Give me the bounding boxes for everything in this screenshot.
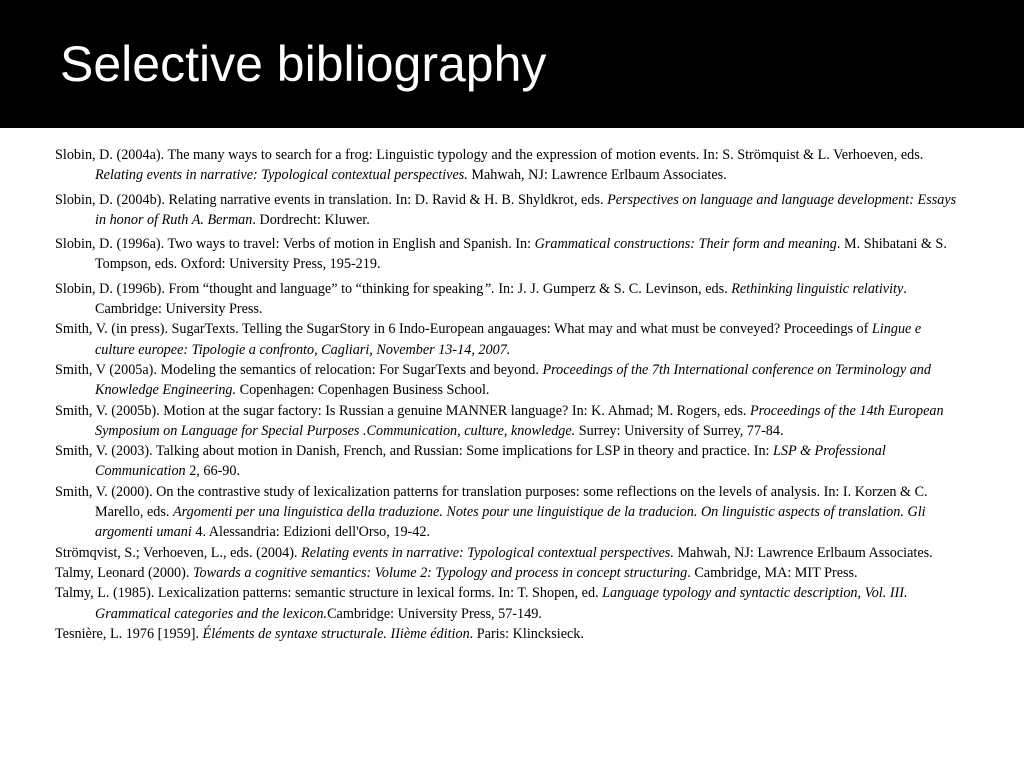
reference-entry [55,624,960,644]
reference-text: Mahwah, NJ: Lawrence Erlbaum Associates. [673,544,933,561]
reference-entry [55,563,960,583]
reference-title: Argomenti per una linguistica della traduzione. Notes pour une linguistique de la traducion. On linguistic aspects of translation. Gli argomenti umani [95,504,926,541]
reference-text: Slobin, D. (2004a). The many ways to search for a frog: Linguistic typology and the expression of motion events. In: S. Strömquist & L. Verhoeven, eds. [55,147,924,163]
reference-text: Mahwah, NJ: Lawrence Erlbaum Associates. [467,167,727,184]
reference-text: . Cambridge, MA: MIT Press. [687,564,858,581]
reference-text: Smith, V. (2005b). Motion at the sugar factory: Is Russian a genuine MANNER language? In: K. Ahmad; M. Rogers, eds. [55,402,750,419]
reference-text: Slobin, D. (2004b). Relating narrative events in translation. In: D. Ravid & H. B. Shyldkrot, eds. [55,191,608,208]
reference-title: Grammatical constructions: Their form and meaning [534,236,837,253]
reference-text: Strömqvist, S.; Verhoeven, L., eds. (2004). [55,544,302,561]
reference-text: In: J. J. Gumperz & S. C. Levinson, eds. [494,280,732,297]
reference-title: Perspectives on language and language development: Essays in honor of Ruth A. Berman [95,191,957,228]
reference-entry [55,190,960,231]
reference-text: Slobin, D. (1996a). Two ways to travel: Verbs of motion in English and Spanish. In: [55,236,535,253]
reference-text: Smith, V (2005a). Modeling the semantics of relocation: For SugarTexts and beyond. [55,361,543,378]
reference-text: . Paris: Klincksieck. [469,625,584,642]
reference-text: Smith, V. (2003). Talking about motion in Danish, French, and Russian: Some implications for LSP in theory and practice. In: [55,443,774,460]
reference-text: . Cambridge: University Press. [95,280,907,318]
reference-entry [55,441,960,482]
reference-title: Lingue e culture europee: Tipologie a confronto, Cagliari, November 13-14, 2007. [95,321,922,358]
reference-title: Proceedings of the 14th European Symposium on Language for Special Purposes .Communication, culture, knowledge. [95,402,944,439]
reference-text: Tesnière, L. 1976 [1959]. [55,625,203,642]
reference-text: Surrey: University of Surrey, 77-84. [575,422,784,439]
reference-text: 2, 66-90. [185,463,241,480]
reference-text: Talmy, Leonard (2000). [55,564,193,581]
bibliography-list [55,145,960,644]
reference-entry [55,279,960,320]
reference-text: Slobin, D. (1996b). From “thought and language” to “thinking for speaking [55,280,484,297]
reference-title: Relating events in narrative: Typological contextual perspectives. [301,544,674,561]
reference-entry [55,360,960,401]
reference-title: Rethinking linguistic relativity [731,280,904,297]
reference-title: LSP & Professional Communication [95,443,886,480]
reference-entry [55,583,960,624]
reference-title: Language typology and syntactic description, Vol. III. Grammatical categories and the lexicon. [95,585,908,622]
reference-entry [55,401,960,442]
reference-text: 4. Alessandria: Edizioni dell'Orso, 19-42. [191,524,430,541]
reference-entry [55,319,960,360]
reference-text: Smith, V. (2000). On the contrastive study of lexicalization patterns for translation purposes: some reflections on the levels of analysis. In: I. Korzen & C. Marello, eds. [55,483,928,521]
reference-title: Towards a cognitive semantics: Volume 2: Typology and process in concept structuring [192,564,688,581]
reference-text: Copenhagen: Copenhagen Business School. [236,382,490,399]
reference-text: Smith, V. (in press). SugarTexts. Telling the SugarStory in 6 Indo-European angauages: What may and what must be conveyed? Proceedings of [55,321,872,338]
reference-text: . Dordrecht: Kluwer. [252,211,370,228]
reference-text: . M. Shibatani & S. Tompson, eds. Oxford: University Press, 195-219. [95,236,947,273]
reference-title: Éléments de syntaxe structurale. IIième édition [202,625,470,642]
reference-text: Cambridge: University Press, 57-149. [327,605,542,622]
reference-text: Talmy, L. (1985). Lexicalization patterns: semantic structure in lexical forms. In: T. Shopen, ed. [55,585,603,602]
slide-title: Selective bibliography [60,36,547,92]
reference-title: Proceedings of the 7th International conference on Terminology and Knowledge Engineering. [95,361,931,399]
reference-entry [55,482,960,543]
reference-entry [55,234,960,275]
reference-entry [55,543,960,563]
reference-entry [55,145,960,186]
reference-title: Relating events in narrative: Typological contextual perspectives. [95,167,468,184]
title-bar [0,0,1024,128]
reference-title: ”. [483,280,495,297]
